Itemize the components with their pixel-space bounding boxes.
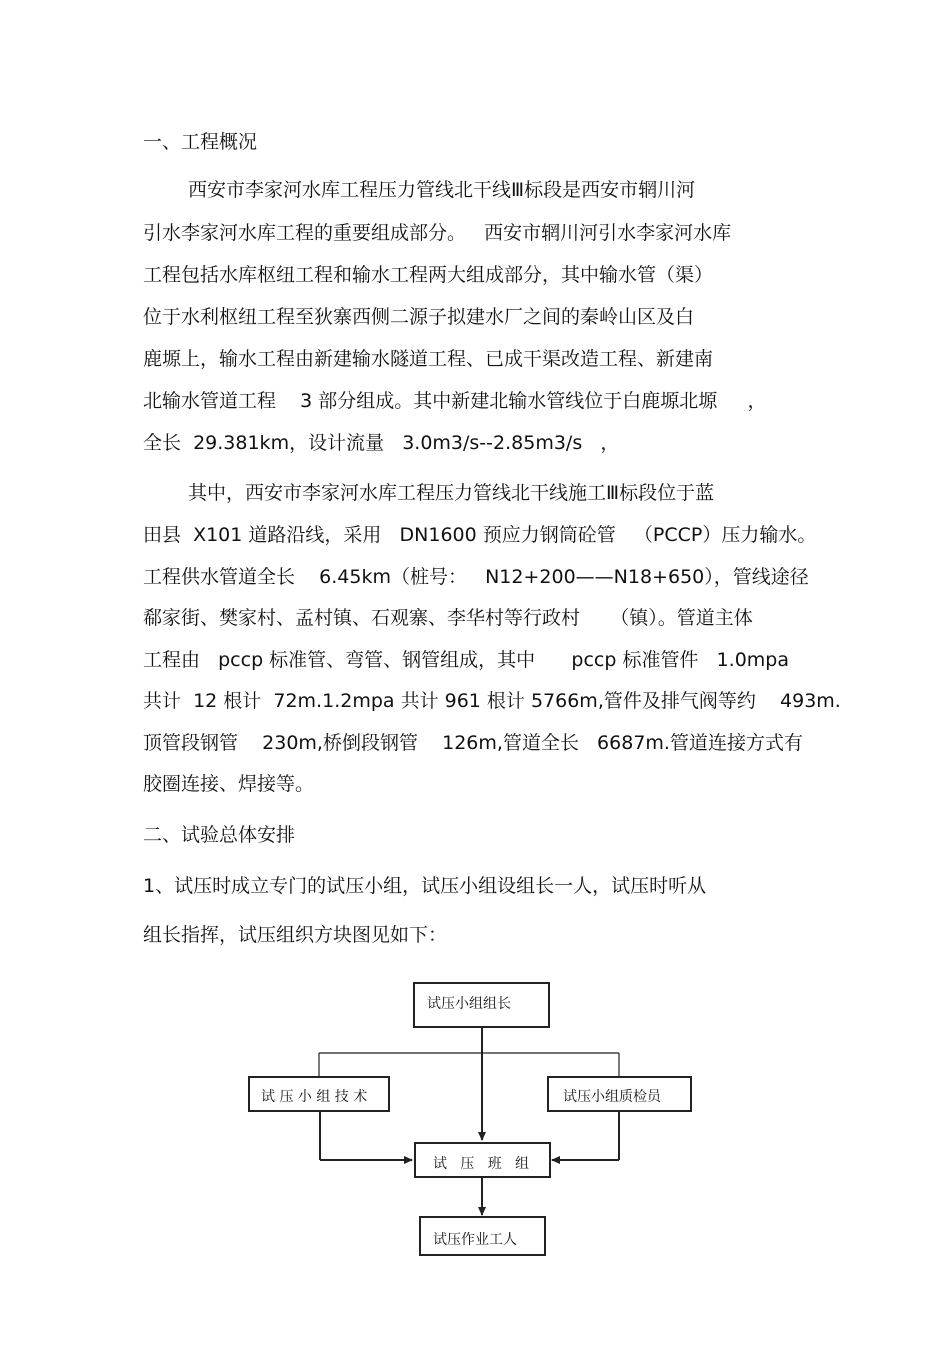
paragraph-line: 工程由 pccp 标准管、弯管、钢管组成，其中 pccp 标准管件 1.0mpa bbox=[143, 649, 790, 671]
paragraph-line: 共计 12 根计 72m.1.2mpa 共计 961 根计 5766m,管件及排气阀等约 493m. bbox=[143, 690, 841, 712]
paragraph-line: 西安市李家河水库工程压力管线北干线Ⅲ标段是西安市辋川河 bbox=[188, 179, 696, 201]
org-box-team: 试 压 班 组 bbox=[414, 1142, 551, 1178]
org-box-qc: 试压小组质检员 bbox=[547, 1076, 692, 1112]
paragraph-line: 工程包括水库枢纽工程和输水工程两大组成部分，其中输水管（渠） bbox=[143, 264, 714, 286]
paragraph-line: 组长指挥，试压组织方块图见如下： bbox=[143, 924, 448, 946]
paragraph-line: 田县 X101 道路沿线，采用 DN1600 预应力钢筒砼管 （PCCP）压力输水。 bbox=[143, 524, 817, 546]
paragraph-line: 郗家街、樊家村、孟村镇、石观寨、李华村等行政村 （镇）。管道主体 bbox=[143, 607, 753, 629]
paragraph-line: 位于水利枢纽工程至狄寨西侧二源子拟建水厂之间的秦岭山区及白 bbox=[143, 306, 695, 328]
paragraph-line: 1、试压时成立专门的试压小组，试压小组设组长一人，试压时听从 bbox=[143, 875, 707, 897]
org-box-tech: 试 压 小 组 技 术 bbox=[248, 1076, 390, 1112]
org-box-workers: 试压作业工人 bbox=[419, 1216, 546, 1256]
paragraph-line: 北输水管道工程 3 部分组成。其中新建北输水管线位于白鹿塬北塬 ， bbox=[143, 390, 767, 412]
paragraph-line: 顶管段钢管 230m,桥倒段钢管 126m,管道全长 6687m.管道连接方式有 bbox=[143, 732, 803, 754]
paragraph-line: 引水李家河水库工程的重要组成部分。 西安市辋川河引水李家河水库 bbox=[143, 222, 732, 244]
paragraph-line: 胶圈连接、焊接等。 bbox=[143, 773, 315, 795]
org-box-leader: 试压小组组长 bbox=[413, 982, 550, 1028]
section-heading-overview: 一、工程概况 bbox=[143, 131, 258, 153]
section-heading-test-arrangement: 二、试验总体安排 bbox=[143, 824, 296, 846]
paragraph-line: 其中，西安市李家河水库工程压力管线北干线施工Ⅲ标段位于蓝 bbox=[188, 482, 715, 504]
paragraph-line: 工程供水管道全长 6.45km（桩号： N12+200——N18+650），管线途径 bbox=[143, 566, 809, 588]
paragraph-line: 鹿塬上，输水工程由新建输水隧道工程、已成干渠改造工程、新建南 bbox=[143, 348, 714, 370]
paragraph-line: 全长 29.381km，设计流量 3.0m3/s--2.85m3/s ， bbox=[143, 432, 620, 454]
